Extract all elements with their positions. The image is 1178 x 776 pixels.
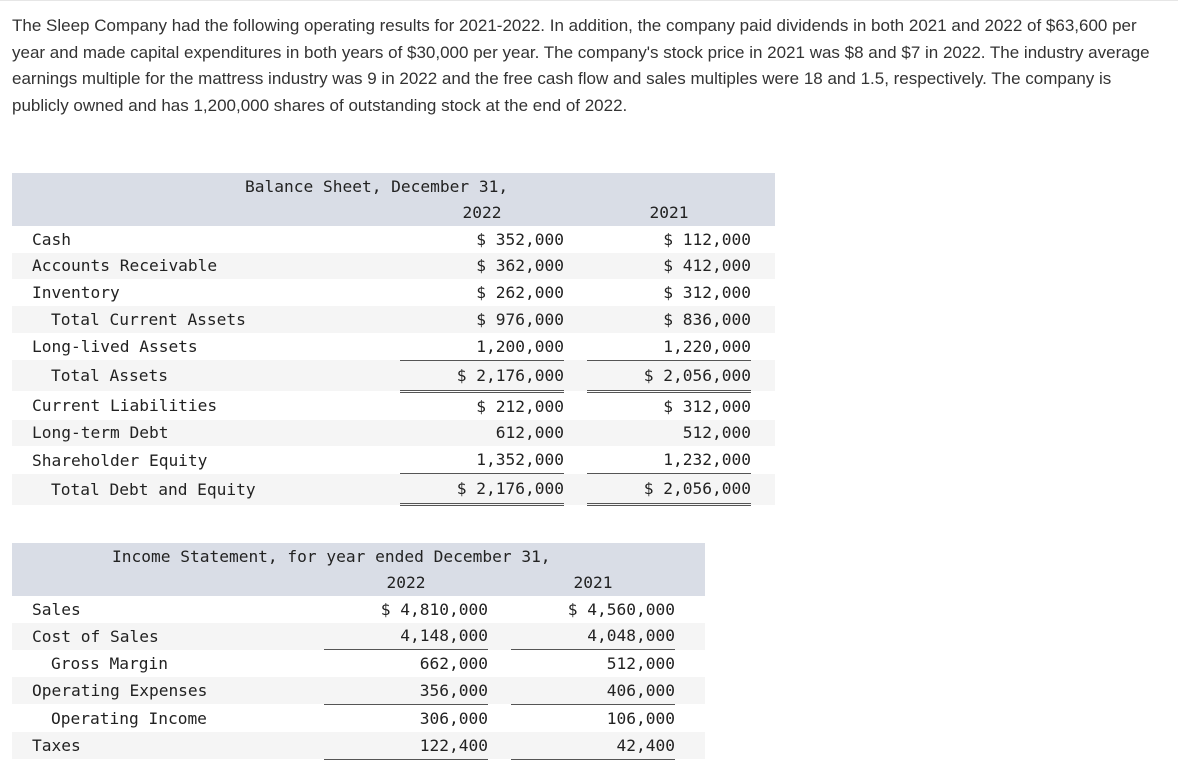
row-label: Shareholder Equity bbox=[32, 450, 208, 470]
income-year-row bbox=[12, 569, 705, 596]
value-2021: 4,048,000 bbox=[511, 623, 675, 650]
value-2021: $ 312,000 bbox=[663, 396, 751, 416]
table-row bbox=[12, 474, 775, 505]
row-label: Taxes bbox=[12, 732, 324, 759]
table-row bbox=[12, 226, 775, 253]
value-2022: 1,200,000 bbox=[476, 336, 564, 356]
row-label: Gross Margin bbox=[51, 654, 168, 674]
row-label: Cost of Sales bbox=[12, 623, 324, 650]
problem-statement: The Sleep Company had the following operating results for 2021-2022. In addition, the company paid dividends in both 2021 and 2022 of $63,600 per year and made capital expenditures in both years of $30,000 per year. The company's stock price in 2021 was $8 and $7 in 2022. The industry average earnings multiple for the mattress industry was 9 in 2022 and the free cash flow and sales multiples were 18 and 1.5, respectively. The company is publicly owned and has 1,200,000 shares of outstanding stock at the end of 2022. bbox=[12, 16, 1150, 115]
row-label: Total Debt and Equity bbox=[12, 474, 400, 505]
table-row bbox=[12, 732, 705, 759]
table-row bbox=[12, 279, 775, 306]
table-row bbox=[12, 360, 775, 391]
value-2021: $ 836,000 bbox=[587, 306, 751, 333]
row-label: Total Assets bbox=[12, 360, 400, 391]
row-label: Operating Expenses bbox=[12, 677, 324, 704]
row-label: Current Liabilities bbox=[32, 395, 218, 415]
value-2021: 42,400 bbox=[511, 732, 675, 759]
row-label: Inventory bbox=[32, 283, 120, 303]
row-label: Total Current Assets bbox=[12, 306, 400, 333]
table-row bbox=[12, 420, 775, 447]
table-row bbox=[12, 306, 775, 333]
income-title: Income Statement, for year ended December 31, bbox=[12, 543, 705, 569]
value-2022: 356,000 bbox=[324, 677, 488, 704]
value-2022: $ 362,000 bbox=[400, 253, 564, 280]
value-2022: 662,000 bbox=[419, 654, 488, 674]
value-2021: $ 2,056,000 bbox=[587, 474, 751, 505]
value-2021: $ 412,000 bbox=[587, 253, 751, 280]
top-divider bbox=[0, 0, 1178, 1]
table-row bbox=[12, 623, 705, 650]
value-2021: $ 4,560,000 bbox=[567, 599, 675, 619]
row-label: Sales bbox=[32, 599, 81, 619]
table-row bbox=[12, 596, 705, 623]
table-row bbox=[12, 704, 705, 731]
value-2022: 306,000 bbox=[419, 708, 488, 728]
value-2021: 406,000 bbox=[511, 677, 675, 704]
value-2021: 1,232,000 bbox=[663, 450, 751, 470]
value-2022: $ 352,000 bbox=[476, 229, 564, 249]
value-2022: $ 976,000 bbox=[400, 306, 564, 333]
value-2021: 106,000 bbox=[606, 708, 675, 728]
balance-sheet-table bbox=[12, 173, 775, 506]
value-2022: 612,000 bbox=[400, 420, 564, 447]
value-2021: $ 312,000 bbox=[663, 283, 751, 303]
value-2021: 512,000 bbox=[606, 654, 675, 674]
table-row bbox=[12, 446, 775, 473]
table-row bbox=[12, 650, 705, 677]
value-2022: 122,400 bbox=[324, 732, 488, 759]
row-label: Long-lived Assets bbox=[32, 337, 198, 357]
value-2021: $ 2,056,000 bbox=[587, 360, 751, 391]
balance-year-2021: 2021 bbox=[587, 199, 751, 226]
row-label: Operating Income bbox=[51, 708, 207, 728]
balance-year-row bbox=[12, 199, 775, 226]
table-row bbox=[12, 677, 705, 704]
value-2022: $ 2,176,000 bbox=[400, 360, 564, 391]
income-year-2021: 2021 bbox=[511, 569, 675, 596]
income-statement-table bbox=[12, 543, 705, 760]
table-row bbox=[12, 253, 775, 280]
row-label: Accounts Receivable bbox=[12, 253, 400, 280]
balance-title: Balance Sheet, December 31, bbox=[12, 173, 775, 199]
balance-year-2022: 2022 bbox=[400, 199, 564, 226]
value-2021: $ 112,000 bbox=[663, 229, 751, 249]
income-title-row bbox=[12, 543, 705, 569]
value-2021: 512,000 bbox=[587, 420, 751, 447]
row-label: Long-term Debt bbox=[12, 420, 400, 447]
value-2021: 1,220,000 bbox=[663, 336, 751, 356]
table-row bbox=[12, 333, 775, 360]
value-2022: $ 262,000 bbox=[476, 283, 564, 303]
balance-title-row bbox=[12, 173, 775, 199]
income-year-2022: 2022 bbox=[324, 569, 488, 596]
value-2022: $ 4,810,000 bbox=[380, 599, 488, 619]
row-label: Cash bbox=[32, 229, 71, 249]
value-2022: 1,352,000 bbox=[476, 450, 564, 470]
table-row bbox=[12, 391, 775, 419]
value-2022: 4,148,000 bbox=[324, 623, 488, 650]
value-2022: $ 2,176,000 bbox=[400, 474, 564, 505]
value-2022: $ 212,000 bbox=[476, 396, 564, 416]
